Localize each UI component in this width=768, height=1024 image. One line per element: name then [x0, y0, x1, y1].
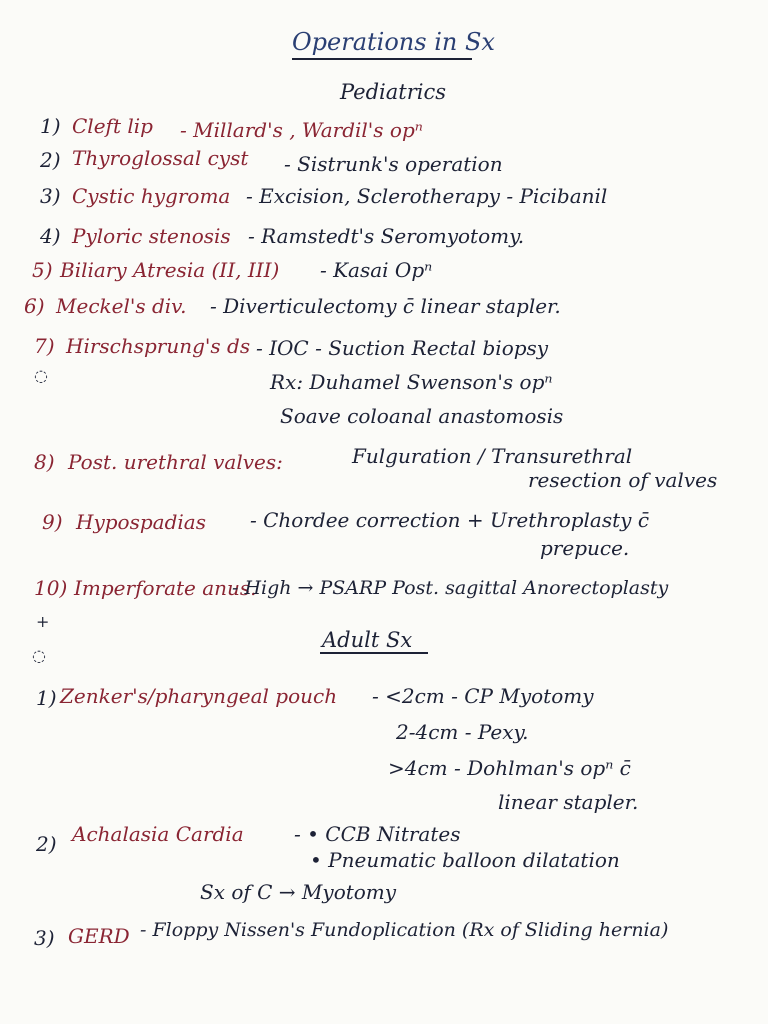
operation: - • CCB Nitrates: [294, 822, 461, 846]
title-underline: [292, 58, 472, 60]
operation: - <2cm - CP Myotomy: [372, 684, 594, 708]
condition: Hirschsprung's ds: [66, 334, 251, 358]
operation: >4cm - Dohlman's opⁿ c̄: [388, 756, 631, 780]
operation: - IOC - Suction Rectal biopsy: [256, 336, 549, 360]
condition: Biliary Atresia (II, III): [60, 258, 280, 282]
operation: - Ramstedt's Seromyotomy.: [248, 224, 525, 248]
margin-mark: ◌: [32, 646, 46, 665]
page-title: Operations in Sx: [292, 28, 495, 56]
condition: Cystic hygroma: [72, 184, 231, 208]
adult-heading-underline: [320, 652, 428, 654]
operation: Sx of C → Myotomy: [200, 880, 397, 904]
condition: Achalasia Cardia: [72, 822, 244, 846]
item-number: 2): [36, 832, 57, 856]
condition: Zenker's/pharyngeal pouch: [60, 684, 338, 708]
section-heading-pediatrics: Pediatrics: [340, 80, 447, 104]
condition: Thyroglossal cyst: [72, 146, 249, 170]
condition: GERD: [68, 924, 130, 948]
operation: - Kasai Opⁿ: [320, 258, 433, 282]
item-number: 1): [36, 686, 57, 710]
operation: - Excision, Sclerotherapy - Picibanil: [246, 184, 608, 208]
item-number: 4): [40, 224, 61, 248]
operation: prepuce.: [540, 536, 630, 560]
operation: Soave coloanal anastomosis: [280, 404, 564, 428]
item-number: 6): [24, 294, 45, 318]
operation: - Diverticulectomy c̄ linear stapler.: [210, 294, 561, 318]
item-number: 7): [34, 334, 55, 358]
condition: Hypospadias: [76, 510, 206, 534]
operation: 2-4cm - Pexy.: [396, 720, 529, 744]
operation: resection of valves: [528, 468, 718, 492]
operation: Fulguration / Transurethral: [352, 444, 633, 468]
operation: - Sistrunk's operation: [284, 152, 503, 176]
item-number: 3): [34, 926, 55, 950]
condition: Meckel's div.: [56, 294, 187, 318]
item-number: 10): [34, 576, 68, 600]
operation: - Chordee correction + Urethroplasty c̄: [250, 508, 650, 532]
operation: Rx: Duhamel Swenson's opⁿ: [270, 370, 553, 394]
item-number: 8): [34, 450, 55, 474]
condition: Imperforate anus.: [74, 576, 257, 600]
item-number: 9): [42, 510, 63, 534]
margin-mark: +: [36, 612, 50, 631]
item-number: 1): [40, 114, 61, 138]
item-number: 2): [40, 148, 61, 172]
item-number: 5): [32, 258, 53, 282]
item-number: 3): [40, 184, 61, 208]
condition: Post. urethral valves:: [68, 450, 283, 474]
condition: Pyloric stenosis: [72, 224, 231, 248]
operation: - High → PSARP Post. sagittal Anorectoplasty: [232, 577, 669, 599]
margin-mark: ◌: [34, 366, 48, 385]
section-heading-adult: Adult Sx: [322, 628, 413, 652]
operation: - Floppy Nissen's Fundoplication (Rx of Sliding hernia): [140, 919, 669, 941]
operation: linear stapler.: [498, 790, 639, 814]
operation: • Pneumatic balloon dilatation: [310, 848, 620, 872]
condition: Cleft lip: [72, 114, 153, 138]
operation: - Millard's , Wardil's opⁿ: [180, 118, 423, 142]
